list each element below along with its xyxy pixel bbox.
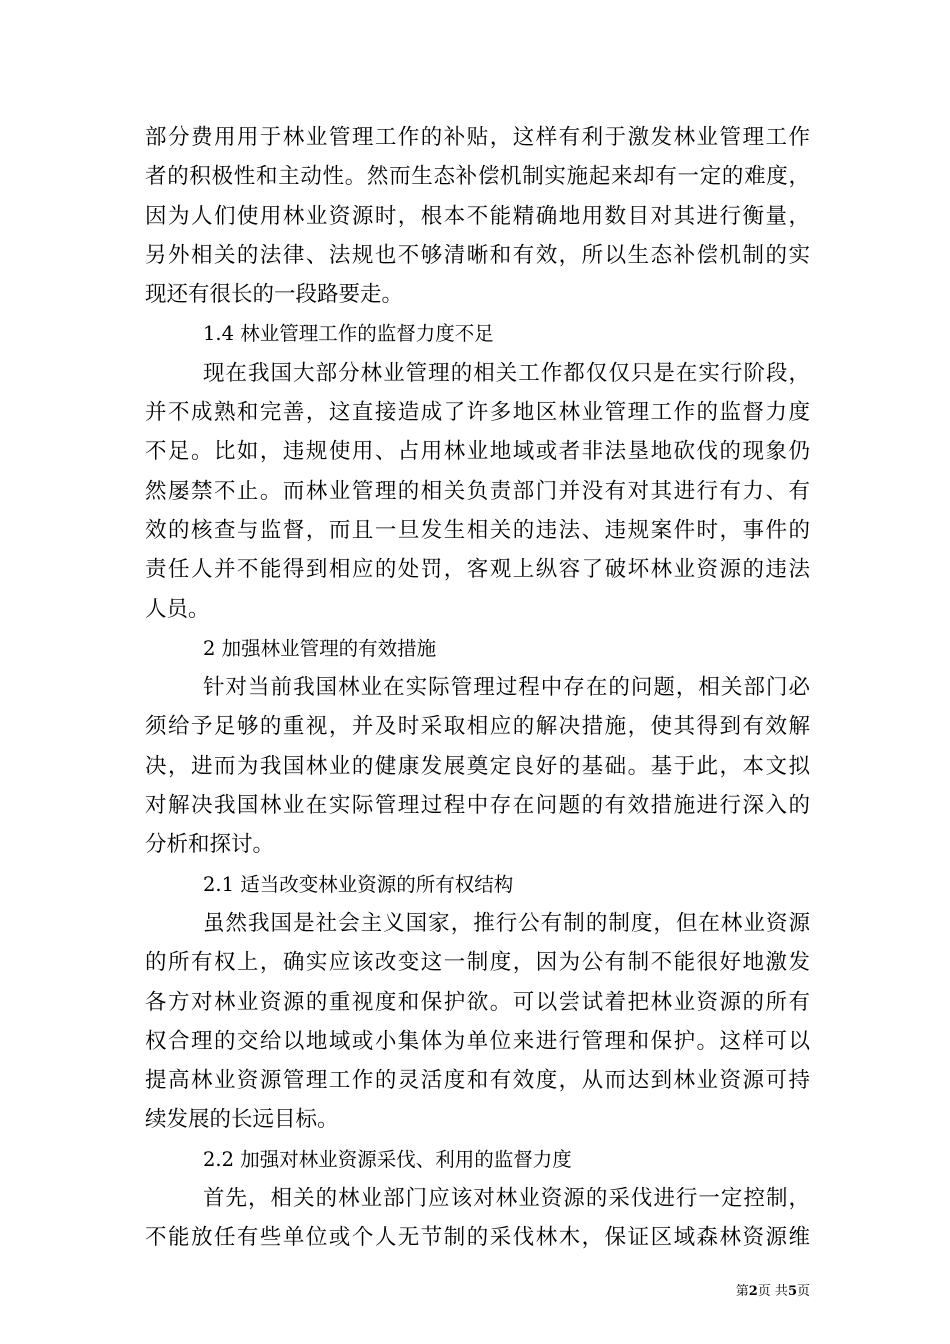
total-pages-number: 5	[787, 1284, 797, 1299]
paragraph-first-line: 针对当前我国林业在实际管理过程中存在的问题，相关部门必	[203, 675, 810, 701]
footer-prefix: 第	[735, 1284, 749, 1299]
paragraph-line: 并不成熟和完善，这直接造成了许多地区林业管理工作的监督力度	[145, 400, 810, 426]
paragraph-last-line: 续发展的长远目标。	[145, 1107, 339, 1133]
paragraph-first-line: 首先，相关的林业部门应该对林业资源的采伐进行一定控制，	[203, 1186, 810, 1212]
section-heading: 1.4 林业管理工作的监督力度不足	[203, 322, 494, 346]
section-heading: 2.1 适当改变林业资源的所有权结构	[203, 872, 514, 896]
footer-suffix: 页	[796, 1284, 810, 1299]
paragraph-line: 须给予足够的重视，并及时采取相应的解决措施，使其得到有效解	[145, 714, 810, 740]
paragraph-line: 决，进而为我国林业的健康发展奠定良好的基础。基于此，本文拟	[145, 753, 810, 779]
paragraph-line: 者的积极性和主动性。然而生态补偿机制实施起来却有一定的难度，	[145, 164, 810, 190]
paragraph-line: 效的核查与监督，而且一旦发生相关的违法、违规案件时，事件的	[145, 517, 810, 543]
section-heading: 2.2 加强对林业资源采伐、利用的监督力度	[203, 1147, 572, 1171]
current-page-number: 2	[748, 1284, 758, 1299]
paragraph-line: 部分费用用于林业管理工作的补贴，这样有利于激发林业管理工作	[145, 125, 810, 150]
paragraph-line: 然屡禁不止。而林业管理的相关负责部门并没有对其进行有力、有	[145, 478, 810, 504]
section-heading: 2 加强林业管理的有效措施	[203, 636, 437, 660]
paragraph-first-line: 现在我国大部分林业管理的相关工作都仅仅只是在实行阶段，	[203, 360, 810, 386]
paragraph-line: 因为人们使用林业资源时，根本不能精确地用数目对其进行衡量，	[145, 203, 810, 229]
page-footer	[736, 1284, 810, 1300]
paragraph-line: 对解决我国林业在实际管理过程中存在问题的有效措施进行深入的	[145, 793, 810, 819]
paragraph-line: 权合理的交给以地域或小集体为单位来进行管理和保护。这样可以	[145, 1028, 810, 1054]
paragraph-line: 各方对林业资源的重视度和保护欲。可以尝试着把林业资源的所有	[145, 989, 810, 1015]
paragraph-last-line: 分析和探讨。	[145, 832, 275, 858]
paragraph-last-line: 现还有很长的一段路要走。	[145, 282, 404, 308]
paragraph-line: 提高林业资源管理工作的灵活度和有效度，从而达到林业资源可持	[145, 1068, 810, 1094]
paragraph-line: 不能放任有些单位或个人无节制的采伐林木，保证区域森林资源维	[145, 1225, 810, 1251]
paragraph-line: 的所有权上，确实应该改变这一制度，因为公有制不能很好地激发	[145, 950, 810, 976]
paragraph-last-line: 人员。	[145, 596, 210, 622]
paragraph-line: 另外相关的法律、法规也不够清晰和有效，所以生态补偿机制的实	[145, 242, 810, 268]
paragraph-line: 责任人并不能得到相应的处罚，客观上纵容了破坏林业资源的违法	[145, 557, 810, 583]
paragraph-line: 不足。比如，违规使用、占用林业地域或者非法垦地砍伐的现象仍	[145, 439, 810, 465]
paragraph-first-line: 虽然我国是社会主义国家，推行公有制的制度，但在林业资源	[203, 910, 810, 936]
body-text	[145, 118, 810, 1258]
footer-middle: 页 共	[757, 1284, 788, 1299]
